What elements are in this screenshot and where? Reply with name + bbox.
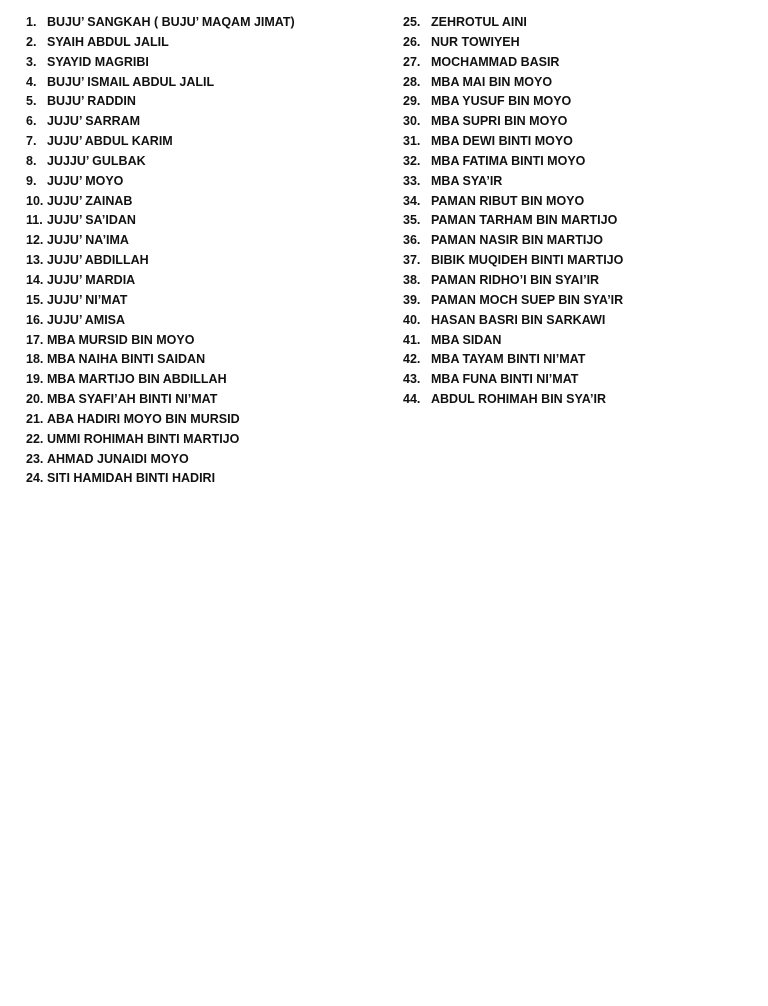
- item-name: MBA MURSID BIN MOYO: [47, 332, 195, 347]
- item-number: 8.: [26, 153, 37, 168]
- item-name: MBA YUSUF BIN MOYO: [431, 94, 572, 109]
- list-item: [403, 271, 743, 291]
- list-item: [26, 73, 386, 93]
- item-number: 7.: [26, 134, 37, 149]
- list-item: [26, 271, 386, 291]
- item-name: MBA NAIHA BINTI SAIDAN: [47, 352, 206, 367]
- item-number: 39.: [403, 292, 421, 307]
- list-item: [403, 13, 743, 33]
- item-name: BUJU’ ISMAIL ABDUL JALIL: [47, 74, 215, 89]
- item-number: 19.: [26, 372, 44, 387]
- item-name: BUJU’ SANGKAH ( BUJU’ MAQAM JIMAT): [47, 15, 295, 29]
- item-name: MBA MARTIJO BIN ABDILLAH: [47, 372, 227, 387]
- list-item: [26, 33, 386, 53]
- list-item: [26, 350, 386, 370]
- item-name: ABA HADIRI MOYO BIN MURSID: [47, 411, 240, 426]
- name-list-left: [26, 13, 386, 489]
- item-number: 21.: [26, 411, 44, 426]
- item-name: UMMI ROHIMAH BINTI MARTIJO: [47, 431, 240, 446]
- list-item: [26, 112, 386, 132]
- list-item: [26, 311, 386, 331]
- item-number: 10.: [26, 193, 44, 208]
- item-number: 26.: [403, 34, 421, 49]
- list-item: [403, 251, 743, 271]
- list-item: [403, 132, 743, 152]
- item-name: SITI HAMIDAH BINTI HADIRI: [47, 471, 216, 486]
- name-list-right: [403, 13, 743, 410]
- item-number: 42.: [403, 352, 421, 367]
- item-number: 3.: [26, 54, 37, 69]
- item-name: HASAN BASRI BIN SARKAWI: [431, 312, 606, 327]
- list-item: [403, 33, 743, 53]
- item-number: 15.: [26, 292, 44, 307]
- list-item: [26, 53, 386, 73]
- item-name: JUJU’ SA’IDAN: [47, 213, 136, 228]
- item-number: 41.: [403, 332, 421, 347]
- item-number: 29.: [403, 94, 421, 109]
- item-name: AHMAD JUNAIDI MOYO: [47, 451, 189, 466]
- item-number: 1.: [26, 15, 37, 29]
- list-item: [26, 291, 386, 311]
- item-number: 31.: [403, 134, 421, 149]
- item-name: NUR TOWIYEH: [431, 34, 520, 49]
- item-number: 40.: [403, 312, 421, 327]
- item-number: 34.: [403, 193, 421, 208]
- list-item: [26, 370, 386, 390]
- item-number: 28.: [403, 74, 421, 89]
- item-name: SYAYID MAGRIBI: [47, 54, 149, 69]
- item-number: 20.: [26, 392, 44, 407]
- item-number: 44.: [403, 392, 421, 407]
- list-item: [26, 390, 386, 410]
- item-name: JUJU’ MOYO: [47, 173, 124, 188]
- item-name: MBA TAYAM BINTI NI’MAT: [431, 352, 586, 367]
- item-number: 16.: [26, 312, 44, 327]
- item-name: BUJU’ RADDIN: [47, 94, 136, 109]
- item-name: PAMAN RIBUT BIN MOYO: [431, 193, 585, 208]
- list-item: [403, 390, 743, 410]
- list-item: [403, 231, 743, 251]
- item-number: 11.: [26, 213, 43, 228]
- list-item: [26, 132, 386, 152]
- list-item: [403, 291, 743, 311]
- item-number: 6.: [26, 114, 37, 129]
- item-name: PAMAN NASIR BIN MARTIJO: [431, 233, 603, 248]
- list-item: [26, 92, 386, 112]
- item-name: JUJU’ NI’MAT: [47, 292, 128, 307]
- item-name: ABDUL ROHIMAH BIN SYA’IR: [431, 392, 607, 407]
- item-name: MBA FATIMA BINTI MOYO: [431, 153, 586, 168]
- item-number: 14.: [26, 272, 44, 287]
- list-item: [26, 192, 386, 212]
- item-name: ZEHROTUL AINI: [431, 15, 527, 29]
- item-number: 24.: [26, 471, 44, 486]
- item-name: MBA SIDAN: [431, 332, 502, 347]
- item-number: 32.: [403, 153, 421, 168]
- item-name: MBA SYAFI’AH BINTI NI’MAT: [47, 392, 218, 407]
- list-item: [403, 73, 743, 93]
- item-number: 36.: [403, 233, 421, 248]
- list-item: [403, 92, 743, 112]
- item-name: SYAIH ABDUL JALIL: [47, 34, 169, 49]
- item-name: JUJU’ ZAINAB: [47, 193, 133, 208]
- item-number: 33.: [403, 173, 421, 188]
- list-item: [26, 410, 386, 430]
- list-item: [403, 53, 743, 73]
- list-item: [26, 211, 386, 231]
- list-item: [403, 192, 743, 212]
- item-name: MBA DEWI BINTI MOYO: [431, 134, 573, 149]
- item-name: JUJU’ ABDILLAH: [47, 253, 149, 268]
- item-name: JUJU’ AMISA: [47, 312, 126, 327]
- item-number: 12.: [26, 233, 44, 248]
- item-number: 30.: [403, 114, 421, 129]
- item-number: 43.: [403, 372, 421, 387]
- list-item: [26, 172, 386, 192]
- item-number: 2.: [26, 34, 37, 49]
- item-name: MBA MAI BIN MOYO: [431, 74, 553, 89]
- list-item: [26, 152, 386, 172]
- item-number: 18.: [26, 352, 44, 367]
- list-item: [403, 152, 743, 172]
- item-name: JUJU’ NA’IMA: [47, 233, 129, 248]
- list-item: [403, 172, 743, 192]
- list-item: [403, 370, 743, 390]
- item-number: 37.: [403, 253, 421, 268]
- item-number: 35.: [403, 213, 421, 228]
- item-number: 17.: [26, 332, 44, 347]
- item-number: 22.: [26, 431, 44, 446]
- item-number: 5.: [26, 94, 37, 109]
- list-item: [26, 251, 386, 271]
- list-item: [403, 331, 743, 351]
- item-number: 4.: [26, 74, 37, 89]
- item-name: JUJU’ ABDUL KARIM: [47, 134, 173, 149]
- item-name: MBA FUNA BINTI NI’MAT: [431, 372, 579, 387]
- item-number: 38.: [403, 272, 421, 287]
- list-item: [26, 450, 386, 470]
- list-item: [403, 211, 743, 231]
- item-number: 13.: [26, 253, 44, 268]
- item-number: 27.: [403, 54, 421, 69]
- item-name: JUJU’ SARRAM: [47, 114, 141, 129]
- item-name: JUJU’ MARDIA: [47, 272, 136, 287]
- item-name: PAMAN RIDHO’I BIN SYAI’IR: [431, 272, 600, 287]
- item-name: MOCHAMMAD BASIR: [431, 54, 560, 69]
- list-item: [26, 331, 386, 351]
- item-name: MBA SYA’IR: [431, 173, 503, 188]
- list-item: [403, 311, 743, 331]
- item-number: 23.: [26, 451, 44, 466]
- item-number: 9.: [26, 173, 37, 188]
- list-item: [26, 231, 386, 251]
- list-item: [403, 112, 743, 132]
- item-name: PAMAN MOCH SUEP BIN SYA’IR: [431, 292, 624, 307]
- item-name: JUJJU’ GULBAK: [47, 153, 146, 168]
- item-name: MBA SUPRI BIN MOYO: [431, 114, 568, 129]
- list-item: [26, 469, 386, 489]
- list-item: [26, 430, 386, 450]
- list-item: [403, 350, 743, 370]
- item-name: BIBIK MUQIDEH BINTI MARTIJO: [431, 253, 624, 268]
- list-item: [26, 13, 386, 33]
- item-name: PAMAN TARHAM BIN MARTIJO: [431, 213, 618, 228]
- item-number: 25.: [403, 15, 421, 29]
